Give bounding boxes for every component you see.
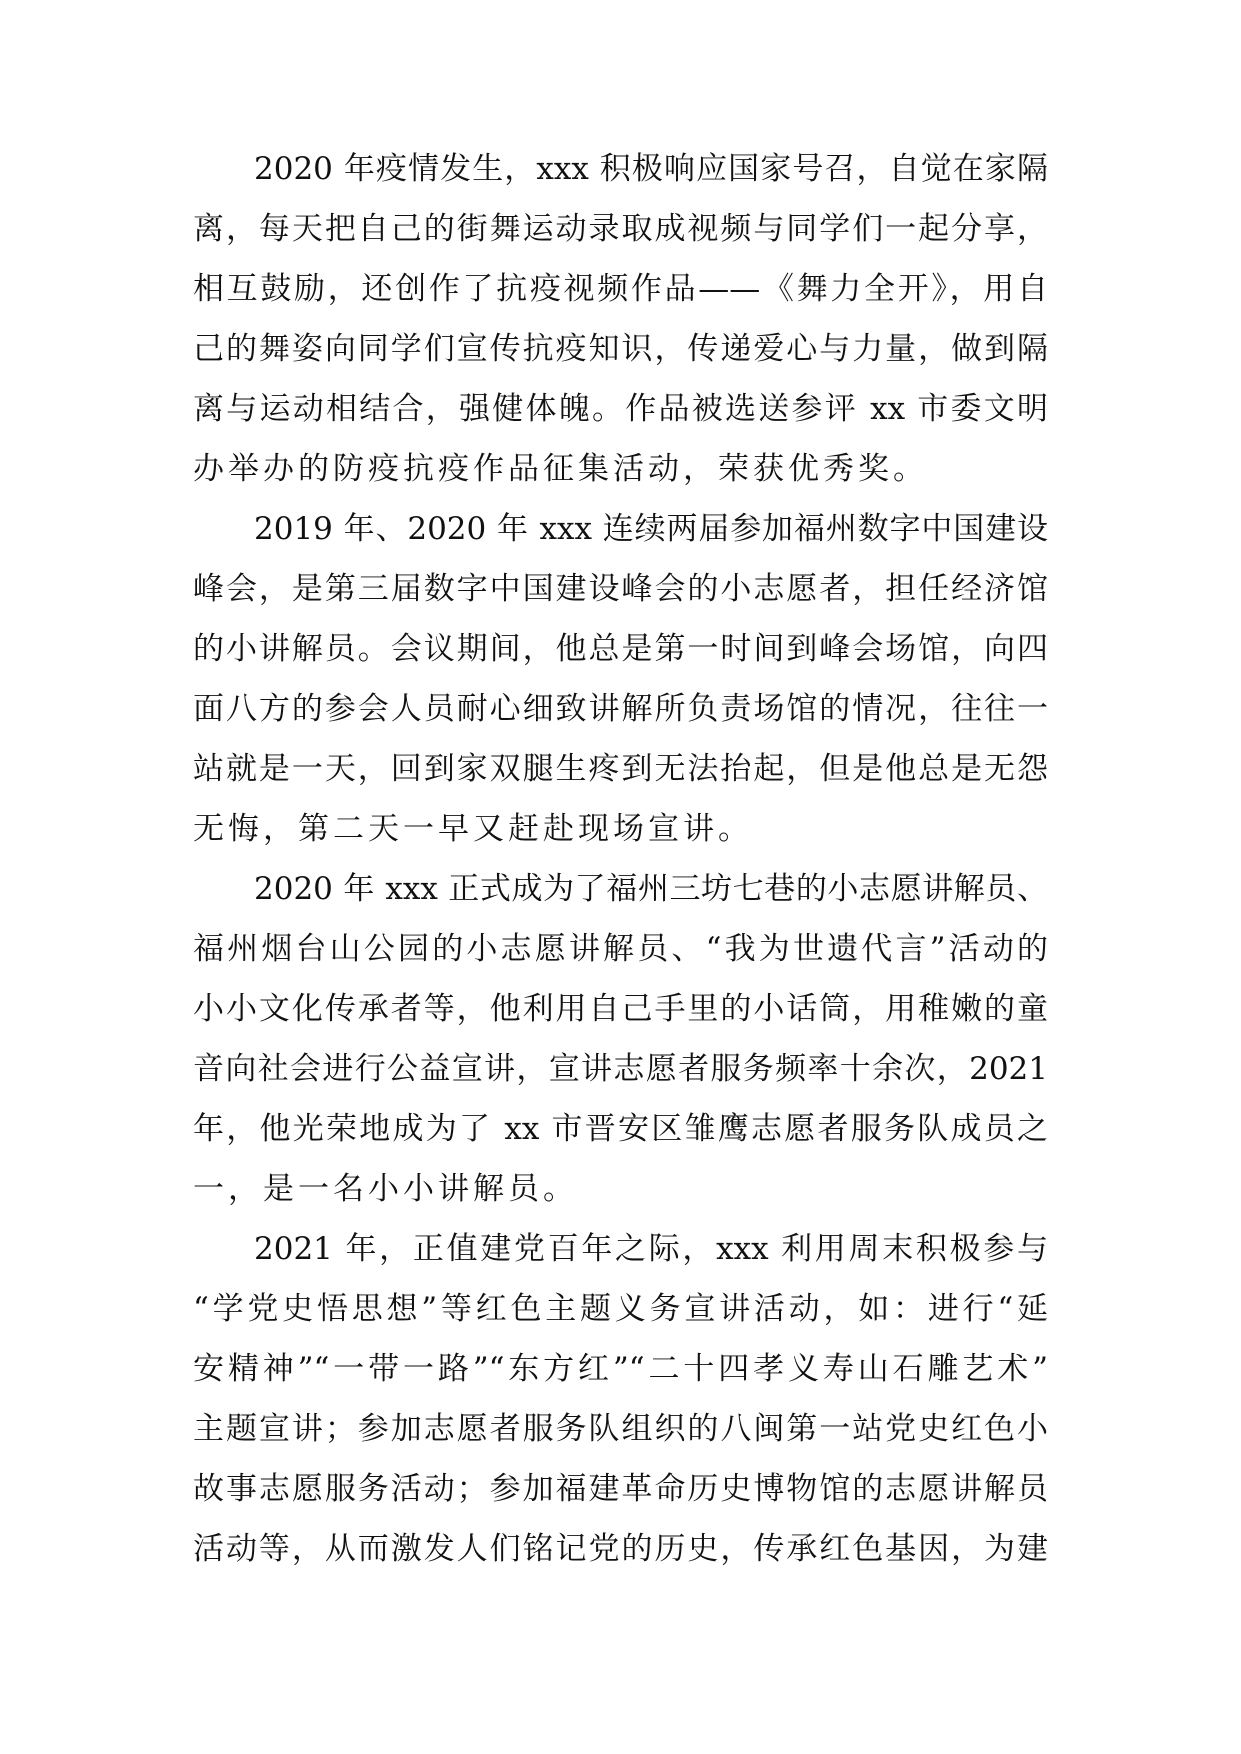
paragraph-3-line-2: 福州烟台山公园的小志愿讲解员、“我为世遗代言”活动的 (193, 931, 1048, 967)
paragraph-1-line-2: 离，每天把自己的街舞运动录取成视频与同学们一起分享， (193, 211, 1048, 247)
paragraph-4-line-4: 主题宣讲；参加志愿者服务队组织的八闽第一站党史红色小 (193, 1411, 1048, 1447)
paragraph-3-line-6: 一，是一名小小讲解员。 (193, 1171, 578, 1207)
paragraph-4-line-3: 安精神”“一带一路”“东方红”“二十四孝义寿山石雕艺术” (193, 1351, 1048, 1387)
paragraph-3-line-5: 年，他光荣地成为了 xx 市晋安区雏鹰志愿者服务队成员之 (193, 1111, 1048, 1147)
paragraph-2-line-1: 2019 年、2020 年 xxx 连续两届参加福州数字中国建设 (254, 511, 1048, 547)
paragraph-2-line-4: 面八方的参会人员耐心细致讲解所负责场馆的情况，往往一 (193, 691, 1048, 727)
paragraph-2-line-2: 峰会，是第三届数字中国建设峰会的小志愿者，担任经济馆 (193, 571, 1048, 607)
paragraph-4-line-5: 故事志愿服务活动；参加福建革命历史博物馆的志愿讲解员 (193, 1471, 1048, 1507)
paragraph-1-line-4: 己的舞姿向同学们宣传抗疫知识，传递爱心与力量，做到隔 (193, 331, 1048, 367)
paragraph-1-line-3: 相互鼓励，还创作了抗疫视频作品——《舞力全开》，用自 (193, 271, 1048, 307)
paragraph-2-line-5: 站就是一天，回到家双腿生疼到无法抬起，但是他总是无怨 (193, 751, 1048, 787)
paragraph-2-line-3: 的小讲解员。会议期间，他总是第一时间到峰会场馆，向四 (193, 631, 1048, 667)
paragraph-2-line-6: 无悔，第二天一早又赶赴现场宣讲。 (193, 811, 753, 847)
paragraph-1-line-1: 2020 年疫情发生，xxx 积极响应国家号召，自觉在家隔 (254, 151, 1048, 187)
paragraph-3-line-4: 音向社会进行公益宣讲，宣讲志愿者服务频率十余次，2021 (193, 1051, 1048, 1087)
paragraph-4-line-2: “学党史悟思想”等红色主题义务宣讲活动，如：进行“延 (193, 1291, 1048, 1327)
paragraph-4-line-1: 2021 年，正值建党百年之际，xxx 利用周末积极参与 (254, 1231, 1048, 1267)
paragraph-1-line-6: 办举办的防疫抗疫作品征集活动，荣获优秀奖。 (193, 451, 928, 487)
paragraph-3-line-1: 2020 年 xxx 正式成为了福州三坊七巷的小志愿讲解员、 (254, 871, 1048, 907)
paragraph-4-line-6: 活动等，从而激发人们铭记党的历史，传承红色基因，为建 (193, 1531, 1048, 1567)
paragraph-1-line-5: 离与运动相结合，强健体魄。作品被选送参评 xx 市委文明 (193, 391, 1048, 427)
paragraph-3-line-3: 小小文化传承者等，他利用自己手里的小话筒，用稚嫩的童 (193, 991, 1048, 1027)
